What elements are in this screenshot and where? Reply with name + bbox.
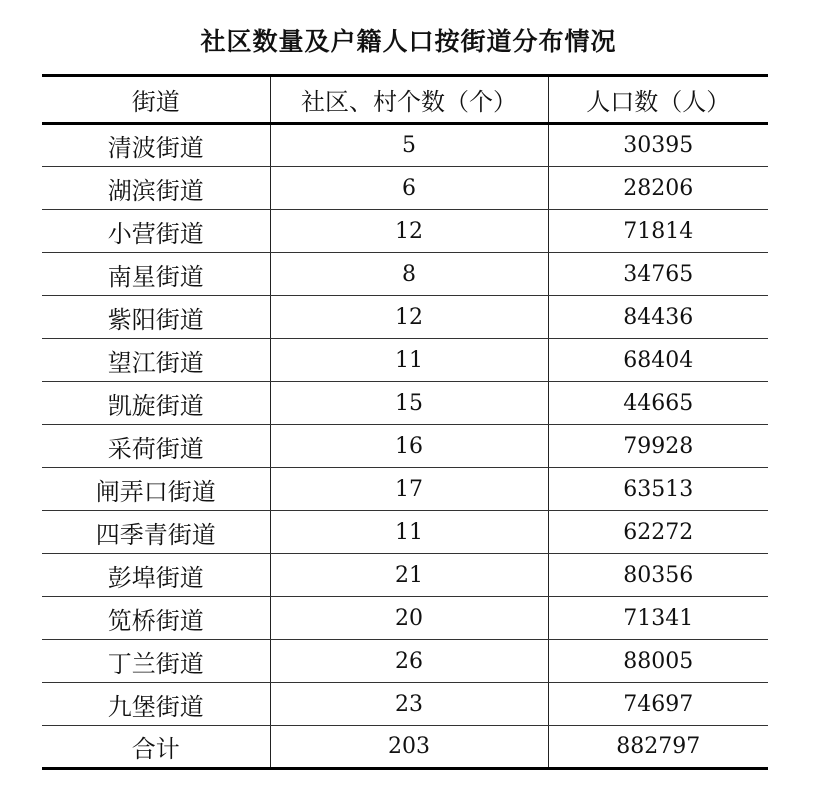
cell-population: 71341 [548,597,768,640]
cell-street: 清波街道 [42,124,270,167]
cell-population: 80356 [548,554,768,597]
cell-street: 南星街道 [42,253,270,296]
cell-population: 74697 [548,683,768,726]
table-row [42,640,768,683]
cell-community-count: 23 [270,683,548,726]
cell-street: 望江街道 [42,339,270,382]
cell-population: 28206 [548,167,768,210]
table-row [42,382,768,425]
cell-community-count: 203 [270,726,548,769]
cell-street: 采荷街道 [42,425,270,468]
cell-street: 闸弄口街道 [42,468,270,511]
table-body [42,124,768,769]
table-row [42,554,768,597]
table-row [42,425,768,468]
table-row [42,683,768,726]
cell-population: 882797 [548,726,768,769]
cell-population: 34765 [548,253,768,296]
cell-street: 四季青街道 [42,511,270,554]
cell-street: 凯旋街道 [42,382,270,425]
cell-community-count: 26 [270,640,548,683]
table-row [42,167,768,210]
cell-street: 彭埠街道 [42,554,270,597]
cell-street: 小营街道 [42,210,270,253]
cell-street: 笕桥街道 [42,597,270,640]
cell-community-count: 6 [270,167,548,210]
cell-community-count: 5 [270,124,548,167]
cell-community-count: 11 [270,339,548,382]
table-row [42,124,768,167]
cell-population: 68404 [548,339,768,382]
cell-population: 88005 [548,640,768,683]
cell-community-count: 20 [270,597,548,640]
table-row [42,296,768,339]
cell-community-count: 12 [270,296,548,339]
data-table [42,74,768,770]
column-header-population: 人口数（人） [548,76,768,124]
table-row [42,468,768,511]
table-title: 社区数量及户籍人口按街道分布情况 [200,27,617,56]
cell-street: 湖滨街道 [42,167,270,210]
cell-population: 62272 [548,511,768,554]
cell-street: 九堡街道 [42,683,270,726]
total-row [42,726,768,769]
cell-community-count: 12 [270,210,548,253]
cell-population: 30395 [548,124,768,167]
cell-street: 合计 [42,726,270,769]
cell-population: 71814 [548,210,768,253]
cell-population: 84436 [548,296,768,339]
cell-community-count: 15 [270,382,548,425]
cell-population: 79928 [548,425,768,468]
cell-community-count: 17 [270,468,548,511]
cell-community-count: 8 [270,253,548,296]
cell-community-count: 21 [270,554,548,597]
cell-population: 44665 [548,382,768,425]
header-row [42,76,768,124]
cell-community-count: 16 [270,425,548,468]
cell-community-count: 11 [270,511,548,554]
table-row [42,210,768,253]
column-header-community-count: 社区、村个数（个） [270,76,548,124]
cell-street: 紫阳街道 [42,296,270,339]
table-row [42,339,768,382]
column-header-street: 街道 [42,76,270,124]
table-row [42,253,768,296]
table-row [42,597,768,640]
cell-street: 丁兰街道 [42,640,270,683]
table-row [42,511,768,554]
cell-population: 63513 [548,468,768,511]
